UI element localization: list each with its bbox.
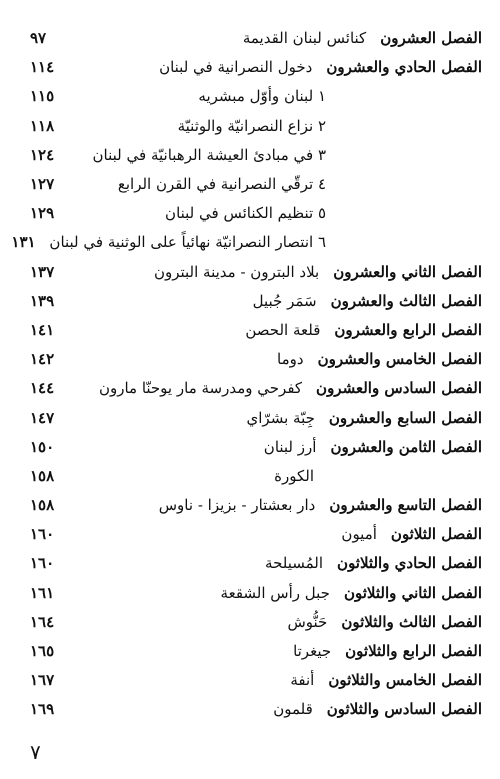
toc-row (30, 549, 482, 578)
chapter-title: المُسيلحة (265, 554, 324, 573)
section-title: ٣ في مبادئ العيشة الرهبانيّة في لبنان (92, 145, 326, 164)
chapter-title: جيغرتا (293, 642, 332, 661)
chapter-title: أنفة (290, 671, 315, 690)
toc-entry (277, 352, 482, 367)
chapter-label: الفصل العشرون (380, 29, 482, 48)
toc-page-number: ١٣١ (11, 233, 36, 252)
chapter-title: سَمَر جُبيل (252, 291, 317, 310)
toc-page-number: ١٤٢ (30, 350, 55, 369)
toc-page-number: ١٤٧ (30, 408, 55, 427)
toc-entry (293, 644, 482, 659)
toc-page-number: ١٥٨ (30, 466, 55, 485)
toc-row (30, 608, 482, 637)
chapter-label: الفصل الثامن والعشرون (330, 437, 482, 456)
chapter-label: الفصل الثالث والثلاثون (341, 612, 482, 631)
toc-page-number: ١٤١ (30, 320, 55, 339)
toc-entry (153, 262, 482, 281)
chapter-title: جِبّة بشرّاي (246, 408, 315, 427)
toc-entry (273, 702, 482, 717)
chapter-label: الفصل الثاني والعشرون (333, 262, 482, 281)
chapter-label: الفصل الثالث والعشرون (330, 291, 482, 310)
toc-entry (49, 235, 482, 250)
toc-entry (274, 466, 482, 485)
chapter-title: أرز لبنان (263, 437, 317, 456)
toc-page-number: ١٢٩ (30, 204, 55, 223)
toc-page-number: ١٣٧ (30, 262, 55, 281)
toc-row (30, 637, 482, 666)
toc-row (30, 258, 482, 287)
toc-page-number: ١١٤ (30, 58, 55, 77)
chapter-label: الفصل الثلاثون (390, 525, 482, 544)
chapter-title: دار بعشتار - بزيزا - ناوس (158, 496, 316, 515)
chapter-label: الفصل الخامس والعشرون (317, 350, 482, 369)
toc-entry (252, 291, 482, 310)
chapter-title: أميون (341, 525, 377, 544)
chapter-title: بلاد البترون - مدينة البترون (153, 262, 320, 281)
chapter-title: حَنُّوش (287, 612, 328, 631)
toc-entry (159, 498, 482, 513)
toc-page-number: ١١٥ (30, 87, 55, 106)
chapter-label: الفصل السابع والعشرون (328, 408, 482, 427)
toc-row (30, 287, 482, 316)
toc-row (30, 112, 482, 141)
toc-entry (198, 89, 482, 104)
toc-entry (245, 320, 482, 339)
chapter-title: الكورة (274, 466, 314, 485)
toc-page-number: ١٦٩ (30, 700, 55, 719)
toc-page-number: ١٣٩ (30, 291, 55, 310)
chapter-label: الفصل التاسع والعشرون (329, 496, 482, 515)
toc-entry (92, 145, 482, 164)
toc-row (30, 433, 482, 462)
toc-row (30, 579, 482, 608)
chapter-label: الفصل الثاني والثلاثون (343, 583, 482, 602)
toc-row (30, 345, 482, 374)
toc-entry (287, 612, 482, 631)
chapter-title: قلمون (273, 700, 313, 719)
chapter-label: الفصل الخامس والثلاثون (328, 671, 482, 690)
toc-row (30, 53, 482, 82)
toc-entry (265, 556, 482, 571)
chapter-title: جبل رأس الشقعة (220, 583, 330, 602)
toc-row (30, 316, 482, 345)
toc-page-number: ١٦٥ (30, 642, 55, 661)
toc-page-number: ١٥٠ (30, 437, 55, 456)
toc-row (30, 170, 482, 199)
toc-row (11, 228, 482, 257)
section-title: ١ لبنان وأوّل مبشريه (198, 87, 326, 106)
toc-page-number: ١٦٤ (30, 612, 55, 631)
chapter-title: كفرحي ومدرسة مار يوحنّا مارون (98, 379, 303, 398)
toc-entry (165, 206, 482, 221)
toc-entry (243, 31, 482, 46)
section-title: ٥ تنظيم الكنائس في لبنان (165, 204, 326, 223)
chapter-label: الفصل الحادي والعشرون (326, 58, 482, 77)
section-title: ٦ انتصار النصرانيّة نهائياً على الوثنية في لبنان (49, 233, 326, 252)
toc-page-number: ١٦٠ (30, 525, 55, 544)
chapter-label: الفصل الرابع والعشرون (334, 320, 482, 339)
toc-row (30, 695, 482, 724)
toc-entry (263, 437, 482, 456)
chapter-label: الفصل الرابع والثلاثون (345, 642, 482, 661)
toc-entry (341, 527, 482, 542)
toc-page-number: ١٦١ (30, 583, 55, 602)
toc-row (30, 666, 482, 695)
toc-entry (290, 673, 482, 688)
toc-row (30, 374, 482, 403)
toc-page-number: ١٤٤ (30, 379, 55, 398)
toc-page-number: ١٥٨ (30, 496, 55, 515)
toc-entry (246, 408, 482, 427)
chapter-title: قلعة الحصن (245, 320, 321, 339)
toc-row (30, 491, 482, 520)
toc-row (30, 403, 482, 432)
toc-page-number: ١١٨ (30, 116, 55, 135)
toc-entry (220, 583, 482, 602)
toc-entry (177, 116, 482, 135)
toc-page-number: ٩٧ (30, 29, 47, 48)
toc-row (30, 141, 482, 170)
page-number-folio: ٧ (30, 740, 41, 764)
chapter-label: الفصل السادس والعشرون (316, 379, 482, 398)
chapter-title: دوما (277, 350, 304, 369)
chapter-title: دخول النصرانية في لبنان (159, 58, 313, 77)
chapter-label: الفصل الحادي والثلاثون (337, 554, 482, 573)
chapter-title: كنائس لبنان القديمة (242, 29, 367, 48)
toc-row (30, 199, 482, 228)
section-title: ٤ ترقّي النصرانية في القرن الرابع (117, 175, 326, 194)
toc-row (30, 24, 482, 53)
toc-row (30, 82, 482, 111)
toc-page-number: ١٢٤ (30, 145, 55, 164)
table-of-contents (11, 24, 482, 725)
chapter-label: الفصل السادس والثلاثون (326, 700, 482, 719)
toc-page-number: ١٦٧ (30, 671, 55, 690)
toc-page-number: ١٦٠ (30, 554, 55, 573)
section-title: ٢ نزاع النصرانيّة والوثنيّة (177, 116, 326, 135)
toc-row (30, 462, 482, 491)
toc-entry (99, 381, 482, 396)
toc-row (30, 520, 482, 549)
toc-page-number: ١٢٧ (30, 175, 55, 194)
toc-entry (118, 177, 482, 192)
toc-entry (159, 60, 482, 75)
